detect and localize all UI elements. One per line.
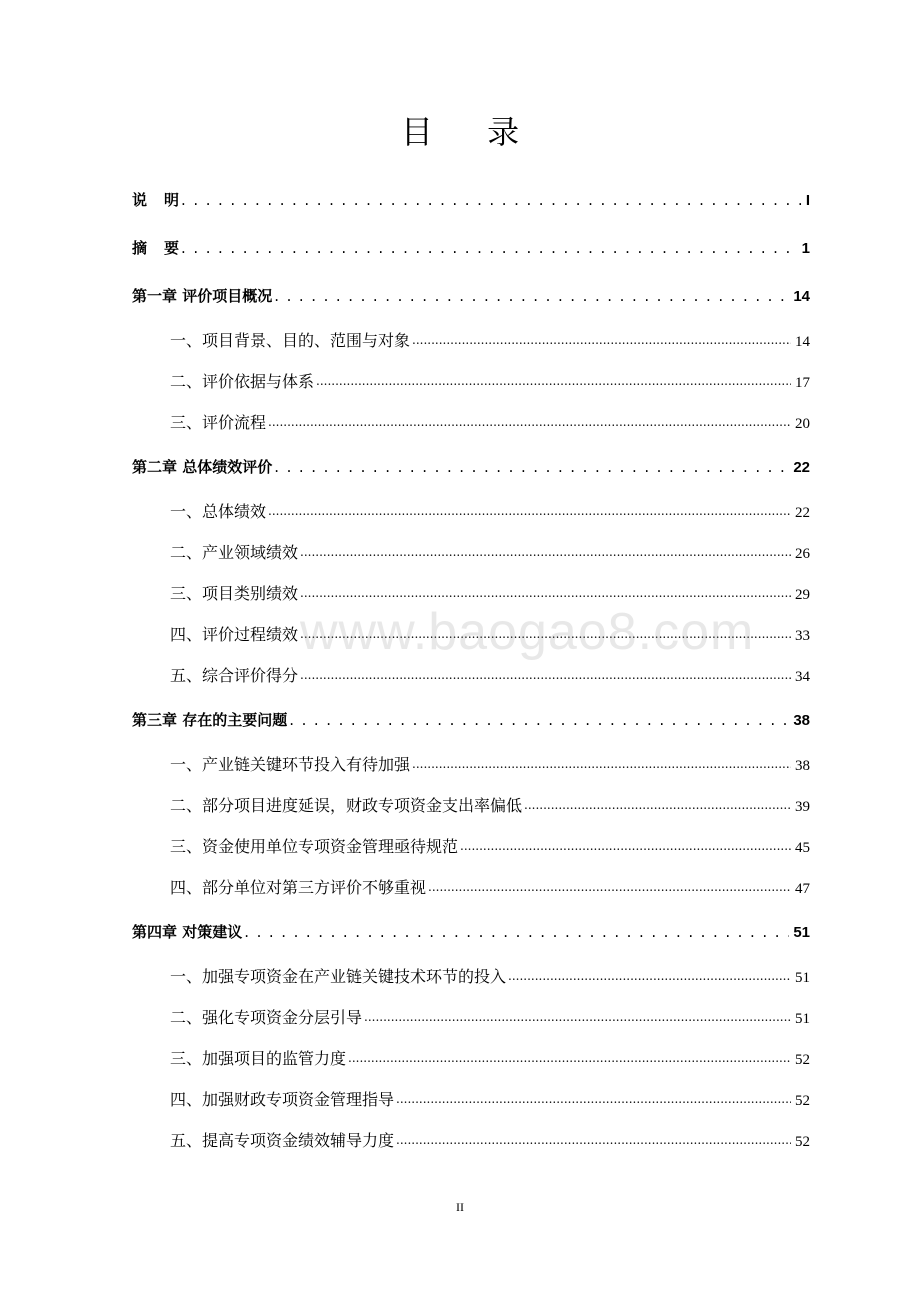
page-title: 目 录 — [400, 113, 542, 151]
toc-entry-label: 五、综合评价得分 — [170, 666, 299, 685]
toc-entry-page-number: 33 — [795, 628, 810, 644]
toc-entry-page-number: I — [805, 192, 810, 209]
toc-entry-page-number: 17 — [795, 375, 810, 391]
toc-entry-label: 第四章 对策建议 — [132, 923, 243, 941]
toc-dot-leader — [268, 402, 791, 443]
toc-entry-page-number: 47 — [795, 881, 810, 897]
toc-section-entry[interactable] — [132, 956, 810, 997]
toc-chapter-entry[interactable] — [132, 443, 810, 491]
toc-section-entry[interactable] — [132, 320, 810, 361]
toc-dot-leader — [181, 176, 802, 224]
toc-entry-page-number: 52 — [795, 1134, 810, 1150]
toc-entry-page-number: 14 — [793, 288, 810, 305]
toc-dot-leader — [316, 361, 791, 402]
toc-entry-page-number: 20 — [795, 416, 810, 432]
toc-chapter-entry[interactable] — [132, 908, 810, 956]
toc-entry-page-number: 52 — [795, 1052, 810, 1068]
toc-dot-leader — [300, 614, 791, 655]
toc-section-entry[interactable] — [132, 532, 810, 573]
toc-entry-label: 第二章 总体绩效评价 — [132, 458, 273, 476]
toc-entry-page-number: 52 — [795, 1093, 810, 1109]
toc-entry-page-number: 51 — [795, 970, 810, 986]
toc-dot-leader — [300, 532, 791, 573]
toc-section-entry[interactable] — [132, 614, 810, 655]
toc-entry-label: 四、加强财政专项资金管理指导 — [170, 1090, 395, 1109]
toc-section-entry[interactable] — [132, 402, 810, 443]
toc-dot-leader — [428, 867, 791, 908]
toc-entry-label: 说明 — [132, 191, 180, 209]
toc-entry-label: 二、部分项目进度延误，财政专项资金支出率偏低 — [170, 796, 523, 815]
toc-section-entry[interactable] — [132, 1038, 810, 1079]
toc-entry-label: 五、提高专项资金绩效辅导力度 — [170, 1131, 395, 1150]
toc-section-entry[interactable] — [132, 867, 810, 908]
toc-section-entry[interactable] — [132, 744, 810, 785]
toc-dot-leader — [508, 956, 791, 997]
toc-dot-leader — [274, 272, 789, 320]
toc-entry-label: 二、评价依据与体系 — [170, 372, 315, 391]
toc-entry-page-number: 14 — [795, 334, 810, 350]
toc-entry-label: 一、项目背景、目的、范围与对象 — [170, 331, 411, 350]
toc-entry-label: 二、强化专项资金分层引导 — [170, 1008, 363, 1027]
toc-entry-label: 第一章 评价项目概况 — [132, 287, 273, 305]
toc-dot-leader — [244, 908, 789, 956]
toc-entry-label: 一、产业链关键环节投入有待加强 — [170, 755, 411, 774]
toc-section-entry[interactable] — [132, 997, 810, 1038]
toc-dot-leader — [364, 997, 791, 1038]
toc-dot-leader — [300, 573, 791, 614]
toc-entry-label: 三、加强项目的监管力度 — [170, 1049, 347, 1068]
toc-dot-leader — [396, 1079, 791, 1120]
toc-entry-label: 四、评价过程绩效 — [170, 625, 299, 644]
toc-dot-leader — [524, 785, 791, 826]
toc-section-entry[interactable] — [132, 1079, 810, 1120]
toc-entry-page-number: 1 — [801, 240, 810, 257]
toc-chapter-entry[interactable] — [132, 224, 810, 272]
toc-entry-page-number: 29 — [795, 587, 810, 603]
toc-entry-page-number: 34 — [795, 669, 810, 685]
toc-dot-leader — [274, 443, 789, 491]
toc-chapter-entry[interactable] — [132, 272, 810, 320]
toc-dot-leader — [289, 696, 789, 744]
toc-entry-page-number: 22 — [793, 459, 810, 476]
toc-entry-page-number: 39 — [795, 799, 810, 815]
table-of-contents — [132, 176, 810, 1161]
toc-entry-page-number: 38 — [795, 758, 810, 774]
toc-dot-leader — [300, 655, 791, 696]
toc-dot-leader — [348, 1038, 791, 1079]
toc-entry-page-number: 38 — [793, 712, 810, 729]
toc-section-entry[interactable] — [132, 785, 810, 826]
toc-section-entry[interactable] — [132, 826, 810, 867]
toc-entry-page-number: 51 — [793, 924, 810, 941]
toc-dot-leader — [396, 1120, 791, 1161]
toc-section-entry[interactable] — [132, 491, 810, 532]
toc-section-entry[interactable] — [132, 573, 810, 614]
toc-entry-label: 一、总体绩效 — [170, 502, 267, 521]
toc-entry-label: 四、部分单位对第三方评价不够重视 — [170, 878, 427, 897]
toc-entry-page-number: 22 — [795, 505, 810, 521]
toc-dot-leader — [412, 320, 791, 361]
toc-entry-label: 三、评价流程 — [170, 413, 267, 432]
toc-chapter-entry[interactable] — [132, 696, 810, 744]
toc-dot-leader — [412, 744, 791, 785]
page-number: II — [456, 1200, 464, 1214]
toc-dot-leader — [268, 491, 791, 532]
toc-entry-label: 一、加强专项资金在产业链关键技术环节的投入 — [170, 967, 507, 986]
toc-entry-page-number: 26 — [795, 546, 810, 562]
toc-section-entry[interactable] — [132, 655, 810, 696]
toc-section-entry[interactable] — [132, 361, 810, 402]
toc-section-entry[interactable] — [132, 1120, 810, 1161]
toc-entry-page-number: 51 — [795, 1011, 810, 1027]
toc-entry-label: 第三章 存在的主要问题 — [132, 711, 288, 729]
toc-chapter-entry[interactable] — [132, 176, 810, 224]
toc-entry-label: 三、资金使用单位专项资金管理亟待规范 — [170, 837, 459, 856]
toc-entry-label: 三、项目类别绩效 — [170, 584, 299, 603]
toc-entry-page-number: 45 — [795, 840, 810, 856]
toc-dot-leader — [181, 224, 798, 272]
toc-dot-leader — [460, 826, 791, 867]
toc-entry-label: 摘要 — [132, 239, 180, 257]
watermark: www.baogao8.com — [300, 603, 755, 661]
toc-entry-label: 二、产业领域绩效 — [170, 543, 299, 562]
